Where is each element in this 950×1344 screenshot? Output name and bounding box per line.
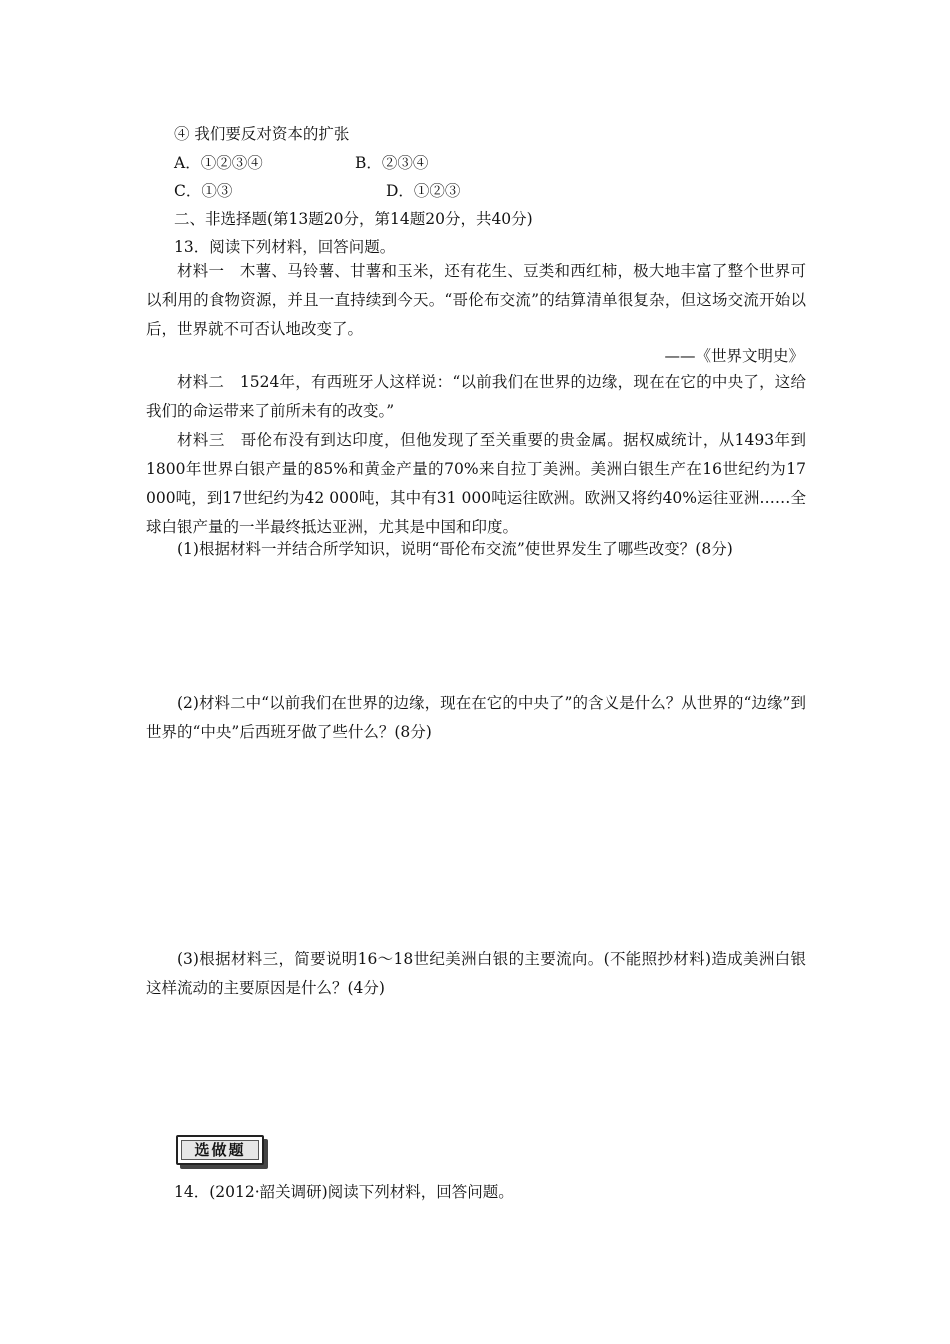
optional-question-badge (176, 1135, 264, 1165)
material-2: 材料二 1524年，有西班牙人这样说：“以前我们在世界的边缘，现在在它的中央了，这给我们的命运带来了前所未有的改变。” (146, 373, 806, 420)
optional-question-badge-label: 选做题 (181, 1140, 259, 1160)
question-13-intro: 13．阅读下列材料，回答问题。 (174, 238, 396, 256)
material-1-source: ——《世界文明史》 (664, 347, 804, 365)
choice-d: D．①②③ (386, 182, 461, 200)
choice-b: B．②③④ (355, 154, 429, 172)
material-3: 材料三 哥伦布没有到达印度，但他发现了至关重要的贵金属。据权威统计，从1493年到1800年世界白银产量的85%和黄金产量的70%来自拉丁美洲。美洲白银生产在16世纪约为17 000吨，到17世纪约为42 000吨，其中有31 000吨运往欧洲。欧洲又将约40%运往亚洲……全球白银产量的一半最终抵达亚洲，尤其是中国和印度。 (146, 431, 806, 536)
question-13-1: (1)根据材料一并结合所学知识，说明“哥伦布交流”使世界发生了哪些改变？(8分) (177, 540, 733, 558)
choice-c: C．①③ (174, 182, 233, 200)
question-13-2: (2)材料二中“以前我们在世界的边缘，现在在它的中央了”的含义是什么？从世界的“边缘”到世界的“中央”后西班牙做了些什么？(8分) (146, 694, 806, 741)
material-1: 材料一 木薯、马铃薯、甘薯和玉米，还有花生、豆类和西红柿，极大地丰富了整个世界可以利用的食物资源，并且一直持续到今天。“哥伦布交流”的结算清单很复杂，但这场交流开始以后，世界就不可否认地改变了。 (146, 262, 806, 338)
choice-a: A．①②③④ (174, 154, 263, 172)
option-4: ④ 我们要反对资本的扩张 (174, 125, 350, 143)
question-14-intro: 14．(2012·韶关调研)阅读下列材料，回答问题。 (174, 1183, 514, 1201)
section-header: 二、非选择题(第13题20分，第14题20分，共40分) (174, 210, 533, 228)
question-13-3: (3)根据材料三，简要说明16～18世纪美洲白银的主要流向。(不能照抄材料)造成美洲白银这样流动的主要原因是什么？(4分) (146, 950, 806, 997)
